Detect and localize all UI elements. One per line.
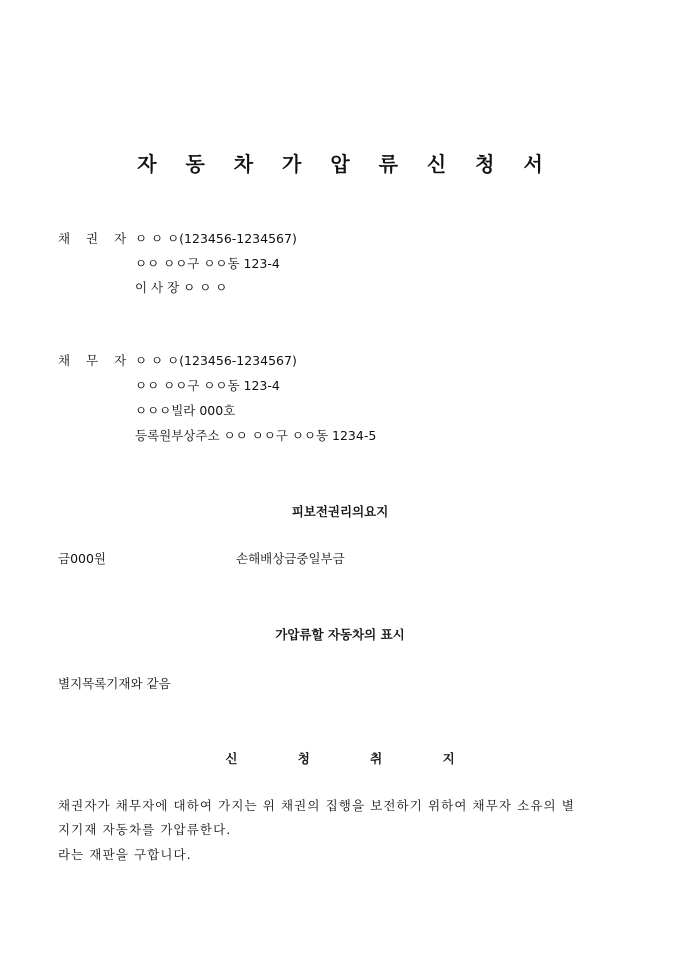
debtor-name-line: ㅇ ㅇ ㅇ(123456-1234567) [135, 353, 297, 368]
purpose-line-1: 채권자가 채무자에 대하여 가지는 위 채권의 집행을 보전하기 위하여 채무자 소유의 별 [58, 798, 575, 813]
purpose-line-3: 라는 재판을 구합니다. [58, 847, 192, 862]
document-title: 자 동 차 가 압 류 신 청 서 [137, 152, 554, 176]
creditor-representative-line: 이 사 장 ㅇ ㅇ ㅇ [135, 280, 228, 295]
creditor-address-line: ㅇㅇ ㅇㅇ구 ㅇㅇ동 123-4 [135, 256, 280, 271]
secured-right-amount: 금000원 [58, 551, 107, 566]
debtor-registered-address-line: 등록원부상주소 ㅇㅇ ㅇㅇ구 ㅇㅇ동 1234-5 [135, 428, 377, 443]
debtor-building-line: ㅇㅇㅇ빌라 000호 [135, 403, 236, 418]
vehicle-text: 별지목록기재와 같음 [58, 676, 171, 691]
purpose-heading: 신 청 취 지 [225, 751, 483, 766]
creditor-name-line: ㅇ ㅇ ㅇ(123456-1234567) [135, 231, 297, 246]
secured-right-description: 손해배상금중일부금 [236, 551, 345, 566]
creditor-label: 채 권 자 [58, 231, 133, 246]
vehicle-heading: 가압류할 자동차의 표시 [275, 627, 405, 642]
secured-right-heading: 피보전권리의요지 [291, 504, 389, 519]
purpose-line-2: 지기재 자동차를 가압류한다. [58, 822, 232, 837]
debtor-address-line: ㅇㅇ ㅇㅇ구 ㅇㅇ동 123-4 [135, 378, 280, 393]
debtor-label: 채 무 자 [58, 353, 133, 368]
